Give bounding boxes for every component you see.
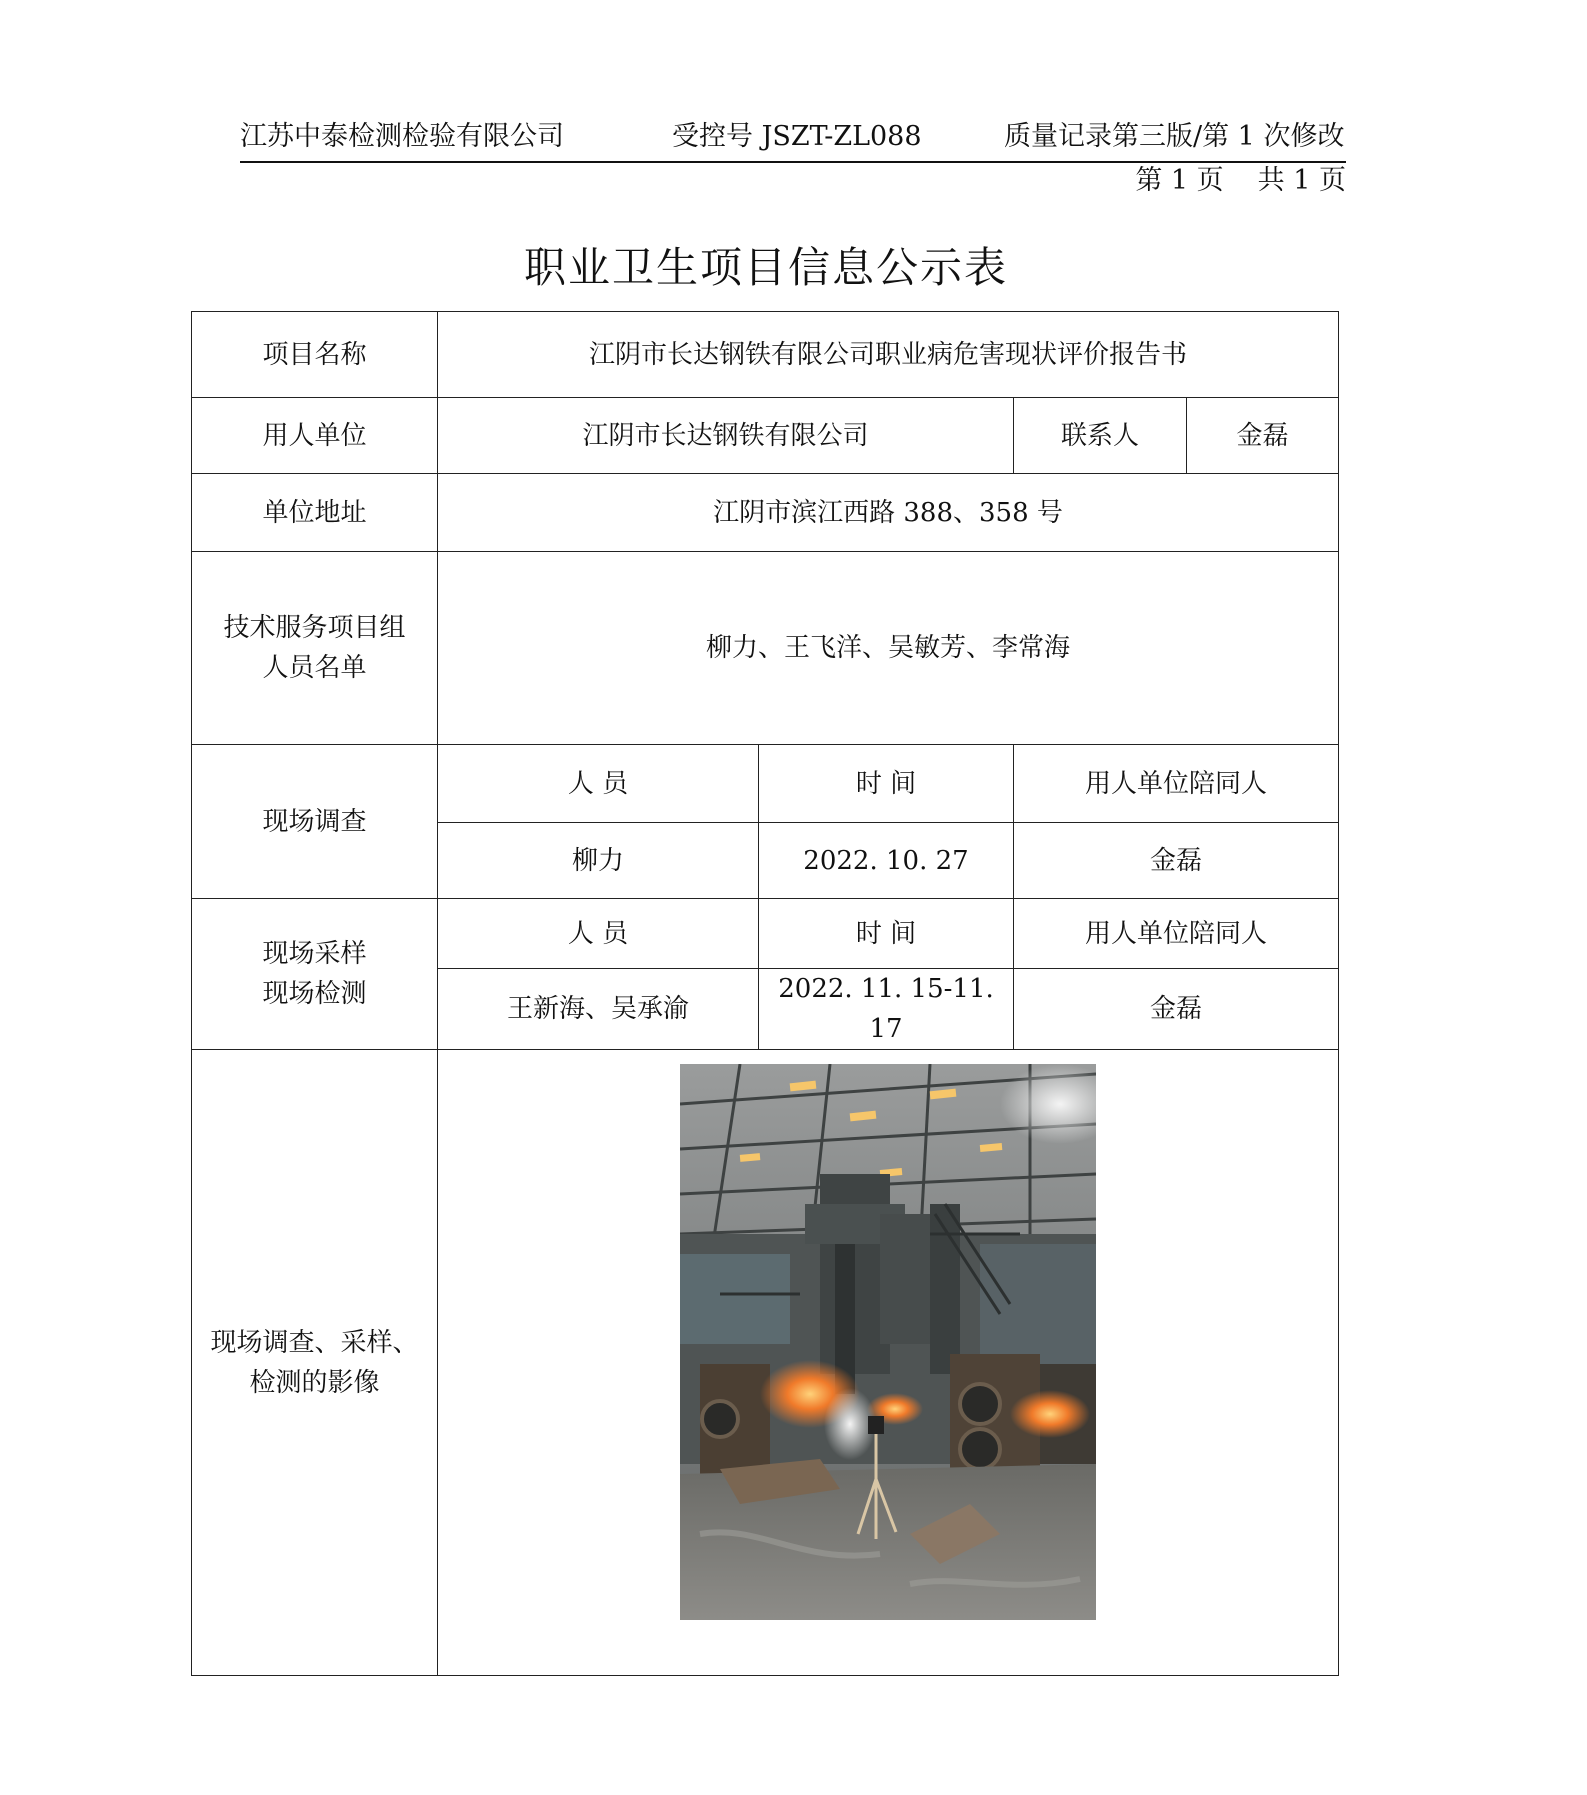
row-team [192, 552, 1339, 745]
survey-col-person: 人 员 [438, 745, 759, 823]
employer-label: 用人单位 [192, 398, 438, 474]
image-label [192, 1050, 438, 1676]
info-table [191, 311, 1339, 1676]
survey-label: 现场调查 [192, 745, 438, 899]
header-company: 江苏中泰检测检验有限公司 [240, 121, 564, 152]
survey-col-time: 时 间 [759, 745, 1014, 823]
row-survey-header [192, 745, 1339, 823]
project-name-label: 项目名称 [192, 312, 438, 398]
contact-label: 联系人 [1014, 398, 1187, 474]
sampling-person: 王新海、吴承渝 [438, 969, 759, 1050]
sampling-col-person: 人 员 [438, 899, 759, 969]
survey-person: 柳力 [438, 823, 759, 899]
survey-col-escort: 用人单位陪同人 [1014, 745, 1339, 823]
row-sampling-header [192, 899, 1339, 969]
page-total: 共 1 页 [1257, 165, 1346, 196]
address-value: 江阴市滨江西路 388、358 号 [438, 474, 1339, 552]
sampling-escort: 金磊 [1014, 969, 1339, 1050]
sampling-label-line1: 现场采样 [262, 939, 367, 969]
image-cell [438, 1050, 1339, 1676]
image-label-line1: 现场调查、采样、 [210, 1327, 419, 1358]
site-photo [680, 1064, 1096, 1620]
survey-escort: 金磊 [1014, 823, 1339, 899]
team-label-line2: 人员名单 [262, 653, 367, 683]
header-edition: 质量记录第三版/第 1 次修改 [1004, 121, 1345, 152]
image-label-line2: 检测的影像 [249, 1367, 380, 1398]
sampling-col-escort: 用人单位陪同人 [1014, 899, 1339, 969]
row-employer [192, 398, 1339, 474]
employer-value: 江阴市长达钢铁有限公司 [438, 398, 1014, 474]
team-members-value: 柳力、王飞洋、吴敏芳、李常海 [438, 552, 1339, 745]
address-label: 单位地址 [192, 474, 438, 552]
page-number: 第 1 页 [1135, 165, 1224, 196]
team-label-line1: 技术服务项目组 [223, 613, 406, 643]
sampling-time: 2022. 11. 15-11. 17 [759, 969, 1014, 1050]
row-project-name [192, 312, 1339, 398]
sampling-col-time: 时 间 [759, 899, 1014, 969]
project-name-value: 江阴市长达钢铁有限公司职业病危害现状评价报告书 [438, 312, 1339, 398]
sampling-label [192, 899, 438, 1050]
sampling-label-line2: 现场检测 [262, 979, 367, 1009]
survey-time: 2022. 10. 27 [759, 823, 1014, 899]
page-info [1135, 164, 1346, 198]
contact-value: 金磊 [1187, 398, 1339, 474]
page-title: 职业卫生项目信息公示表 [523, 243, 1008, 292]
row-address [192, 474, 1339, 552]
photo-wrap [438, 1050, 1338, 1675]
row-image [192, 1050, 1339, 1676]
team-label [192, 552, 438, 745]
header-rule [240, 161, 1346, 163]
header-control-number: 受控号 JSZT-ZL088 [672, 121, 922, 152]
